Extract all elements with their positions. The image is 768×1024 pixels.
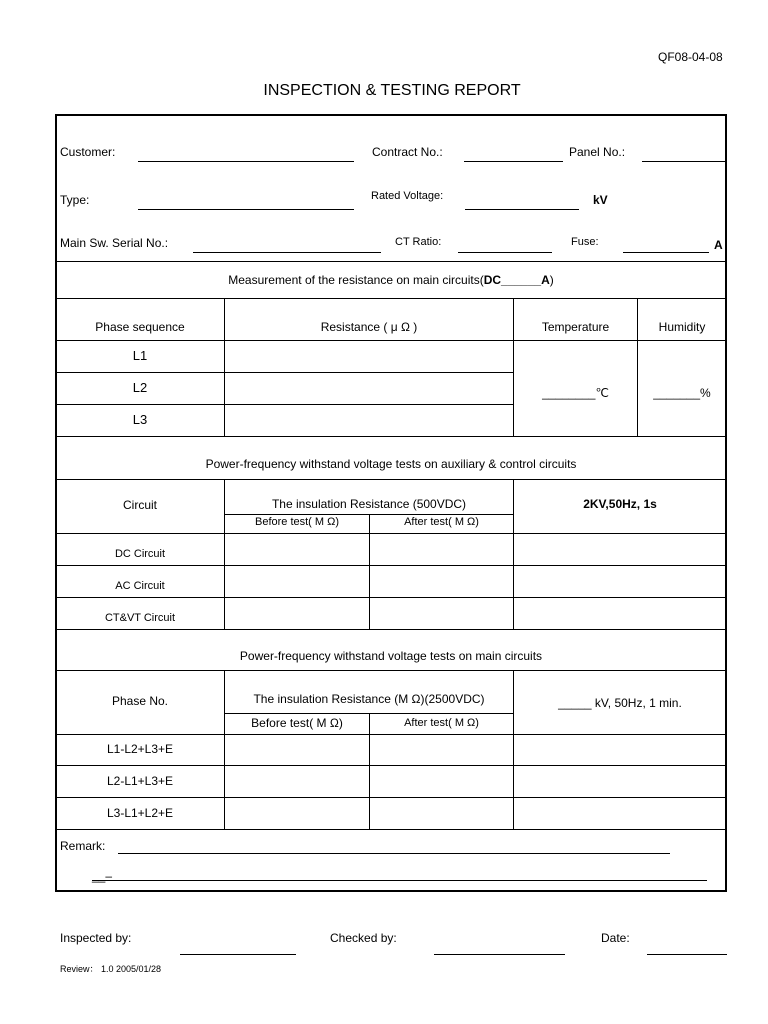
- row-dc-circuit: DC Circuit: [114, 548, 166, 560]
- temperature-value[interactable]: ________℃: [542, 386, 609, 400]
- col-humidity: Humidity: [658, 320, 706, 334]
- divider: [56, 629, 726, 630]
- checked-by-label: Checked by:: [330, 931, 397, 945]
- divider: [56, 479, 726, 480]
- remark-field-line2[interactable]: [92, 880, 707, 881]
- col-test-2kv: 2KV,50Hz, 1s: [583, 497, 657, 511]
- col-before-test: Before test( M Ω): [251, 716, 343, 730]
- type-label: Type:: [60, 193, 90, 207]
- date-field[interactable]: [647, 954, 727, 955]
- divider: [56, 565, 726, 566]
- divider: [224, 670, 225, 829]
- row-l3-l1l2e: L3-L1+L2+E: [106, 806, 174, 820]
- col-phase-sequence: Phase sequence: [95, 320, 185, 334]
- ct-ratio-field[interactable]: [458, 252, 552, 253]
- divider: [56, 404, 514, 405]
- col-phase-no: Phase No.: [111, 694, 169, 708]
- divider: [56, 797, 726, 798]
- divider: [56, 765, 726, 766]
- divider: [56, 829, 726, 830]
- col-temperature: Temperature: [541, 320, 610, 334]
- type-field[interactable]: [138, 209, 354, 210]
- divider: [513, 479, 514, 629]
- col-after-test: After test( M Ω): [404, 717, 479, 729]
- row-ac-circuit: AC Circuit: [115, 580, 165, 592]
- divider: [224, 479, 225, 629]
- fuse-label: Fuse:: [571, 236, 599, 248]
- col-before-test: Before test( M Ω): [254, 516, 340, 528]
- customer-label: Customer:: [60, 145, 116, 159]
- inspected-by-label: Inspected by:: [60, 931, 132, 945]
- divider: [56, 298, 726, 299]
- col-after-test: After test( M Ω): [404, 516, 479, 528]
- divider: [513, 298, 514, 436]
- date-label: Date:: [601, 931, 630, 945]
- divider: [56, 436, 726, 437]
- checked-by-field[interactable]: [434, 954, 565, 955]
- row-l2: L2: [132, 380, 148, 395]
- main-sw-serial-label: Main Sw. Serial No.:: [60, 236, 169, 250]
- panel-no-field[interactable]: [642, 161, 726, 162]
- remark-label: Remark:: [60, 839, 106, 853]
- divider: [56, 340, 726, 341]
- kv-unit: kV: [593, 193, 608, 207]
- row-ctvt-circuit: CT&VT Circuit: [104, 612, 176, 624]
- panel-no-label: Panel No.:: [569, 145, 626, 159]
- divider: [56, 372, 514, 373]
- col-circuit: Circuit: [122, 498, 157, 512]
- contract-no-label: Contract No.:: [372, 145, 443, 159]
- remark-field-line1[interactable]: [118, 853, 670, 854]
- rated-voltage-field[interactable]: [465, 209, 579, 210]
- row-l2-l1l3e: L2-L1+L3+E: [106, 774, 174, 788]
- customer-field[interactable]: [138, 161, 354, 162]
- a-unit: A: [714, 238, 723, 252]
- remark-line2-prefix: __–: [92, 869, 113, 883]
- rated-voltage-label: Rated Voltage:: [371, 190, 444, 202]
- divider: [369, 713, 370, 829]
- divider: [513, 670, 514, 829]
- divider: [56, 261, 726, 262]
- divider: [56, 734, 726, 735]
- inspected-by-field[interactable]: [180, 954, 296, 955]
- divider: [56, 533, 726, 534]
- section1-title: Measurement of the resistance on main circuits(DC______A): [228, 273, 554, 287]
- row-l1: L1: [132, 348, 148, 363]
- col-insulation-500: The insulation Resistance (500VDC): [271, 497, 467, 511]
- contract-no-field[interactable]: [464, 161, 563, 162]
- divider: [56, 597, 726, 598]
- divider: [369, 514, 370, 629]
- section2-title: Power-frequency withstand voltage tests on auxiliary & control circuits: [205, 457, 577, 471]
- review-info: Review： 1.0 2005/01/28: [60, 964, 162, 974]
- ct-ratio-label: CT Ratio:: [395, 236, 442, 248]
- divider: [56, 670, 726, 671]
- col-resistance: Resistance ( μ Ω ): [320, 320, 418, 334]
- row-l3: L3: [132, 412, 148, 427]
- divider: [637, 298, 638, 436]
- fuse-field[interactable]: [623, 252, 709, 253]
- main-sw-serial-field[interactable]: [193, 252, 381, 253]
- col-insulation-2500: The insulation Resistance (M Ω)(2500VDC): [253, 692, 485, 706]
- doc-code: QF08-04-08: [658, 50, 723, 64]
- col-test-kv: _____ kV, 50Hz, 1 min.: [558, 696, 682, 710]
- section3-title: Power-frequency withstand voltage tests on main circuits: [239, 649, 543, 663]
- divider: [224, 298, 225, 436]
- row-l1-l2l3e: L1-L2+L3+E: [106, 742, 174, 756]
- humidity-value[interactable]: _______%: [653, 386, 711, 400]
- report-title: INSPECTION & TESTING REPORT: [263, 82, 521, 99]
